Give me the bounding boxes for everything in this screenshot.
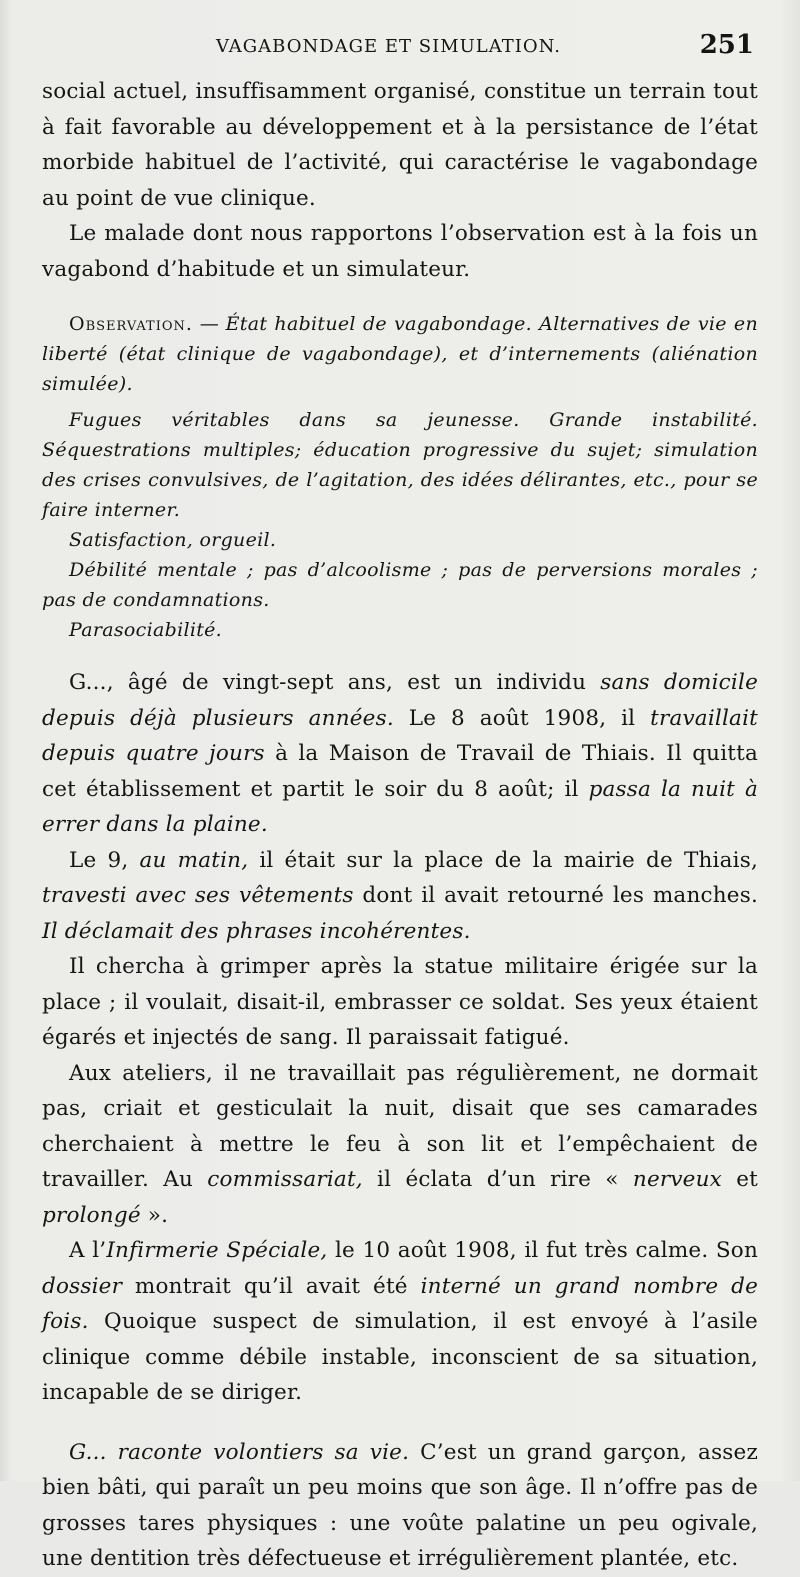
- case-paragraph: Il chercha à grimper après la statue militaire érigée sur la place ; il voulait, disait-il, embrasser ce soldat. Ses yeux étaient égarés et injectés de sang. Il paraissait fatigué.: [42, 954, 758, 1050]
- observation-heading: [42, 309, 758, 399]
- page-body: [42, 74, 758, 1577]
- page-number: 251: [699, 30, 754, 60]
- observation-label: Observation.: [69, 313, 193, 335]
- text-run: il éclata d’un rire «: [362, 1167, 633, 1192]
- emphasis-run: G... raconte volontiers sa vie.: [69, 1439, 410, 1465]
- text-run: montrait qu’il avait été: [122, 1273, 421, 1299]
- emphasis-run: sans domicile depuis déjà plusieurs années.: [42, 670, 758, 731]
- summary-paragraph: [42, 615, 758, 645]
- emphasis-run: travesti avec ses vêtements: [42, 883, 354, 908]
- emphasis-run: Il déclamait des phrases incohérentes.: [42, 918, 471, 944]
- summary-parasociabilite: Parasociabilité.: [69, 619, 223, 641]
- text-run: Le 8 août 1908, il: [393, 705, 651, 731]
- observation-title: État habituel de vagabondage. Alternatives de vie en liberté (état clinique de vagabondage), et d’internements (aliénation simulée).: [42, 313, 758, 395]
- emphasis-run: au matin,: [139, 847, 249, 873]
- text-run: ».: [140, 1202, 169, 1228]
- emphasis-run: nerveux: [632, 1167, 722, 1192]
- text-run: dont il avait retourné les manches.: [353, 883, 758, 908]
- summary-paragraph: [42, 555, 758, 615]
- case-paragraph: [42, 1233, 758, 1411]
- text-run: Aux ateliers, il ne travaillait pas régulièrement, ne dormait pas, criait et gesticulait la nuit, disait que ses camarades cherchaient à mettre le feu à son lit et l’empêchaient de travailler. Au: [42, 1060, 758, 1192]
- text-run: A l’: [69, 1238, 107, 1263]
- running-title: VAGABONDAGE ET SIMULATION.: [216, 36, 561, 57]
- text-run: à la Maison de Travail de Thiais. Il quitta cet établissement et partit le soir du 8 août; il: [42, 741, 759, 802]
- summary-paragraph: [42, 525, 758, 555]
- summary-paragraph: [42, 405, 758, 525]
- emphasis-run: passa la nuit à errer dans la plaine.: [42, 776, 758, 837]
- summary-debilite: Débilité mentale ; pas d’alcoolisme ; pas de perversions morales ; pas de condamnations.: [42, 559, 758, 611]
- emphasis-run: prolongé: [42, 1202, 141, 1228]
- page-header: [40, 30, 760, 66]
- case-paragraph: [42, 843, 758, 950]
- text-run: le 10 août 1908, il fut très calme. Son: [327, 1238, 758, 1263]
- text-run: et: [721, 1167, 758, 1192]
- text-run: Le 9,: [69, 847, 140, 873]
- paragraph-intro-patient: Le malade dont nous rapportons l’observation est à la fois un vagabond d’habitude et un simulateur.: [42, 221, 758, 282]
- emphasis-run: dossier: [42, 1273, 123, 1299]
- text-run: C’est un grand garçon, assez bien bâti, qui paraît un peu moins que son âge. Il n’offre pas de grosses tares physiques : une voûte palatine un peu ogivale, une dentition très défectueuse et irrégulièrement plantée, etc.: [42, 1439, 758, 1571]
- case-paragraph: [42, 1435, 758, 1577]
- summary-fugues: Fugues véritables dans sa jeunesse. Grande instabilité. Séquestrations multiples; éducation progressive du sujet; simulation des crises convulsives, de l’agitation, des idées délirantes, etc., pour se faire interner.: [42, 409, 758, 521]
- case-paragraph: [42, 665, 758, 843]
- emphasis-run: travaillait depuis quatre jours: [42, 705, 758, 766]
- emphasis-run: Infirmerie Spéciale,: [106, 1238, 328, 1263]
- text-run: il était sur la place de la mairie de Thiais,: [248, 847, 758, 873]
- observation-dash: —: [192, 313, 226, 335]
- emphasis-run: interné un grand nombre de fois.: [42, 1273, 758, 1334]
- text-run: G..., âgé de vingt-sept ans, est un individu: [69, 670, 601, 695]
- emphasis-run: commissariat,: [207, 1167, 363, 1192]
- case-paragraph: [42, 1056, 758, 1234]
- text-run: Quoique suspect de simulation, il est envoyé à l’asile clinique comme débile instable, inconscient de sa situation, incapable de se diriger.: [42, 1309, 758, 1405]
- paragraph-intro-continued: social actuel, insuffisamment organisé, constitue un terrain tout à fait favorable au développement et à la persistance de l’état morbide habituel de l’activité, qui caractérise le vagabondage au point de vue clinique.: [42, 79, 758, 211]
- summary-satisfaction: Satisfaction, orgueil.: [69, 529, 277, 551]
